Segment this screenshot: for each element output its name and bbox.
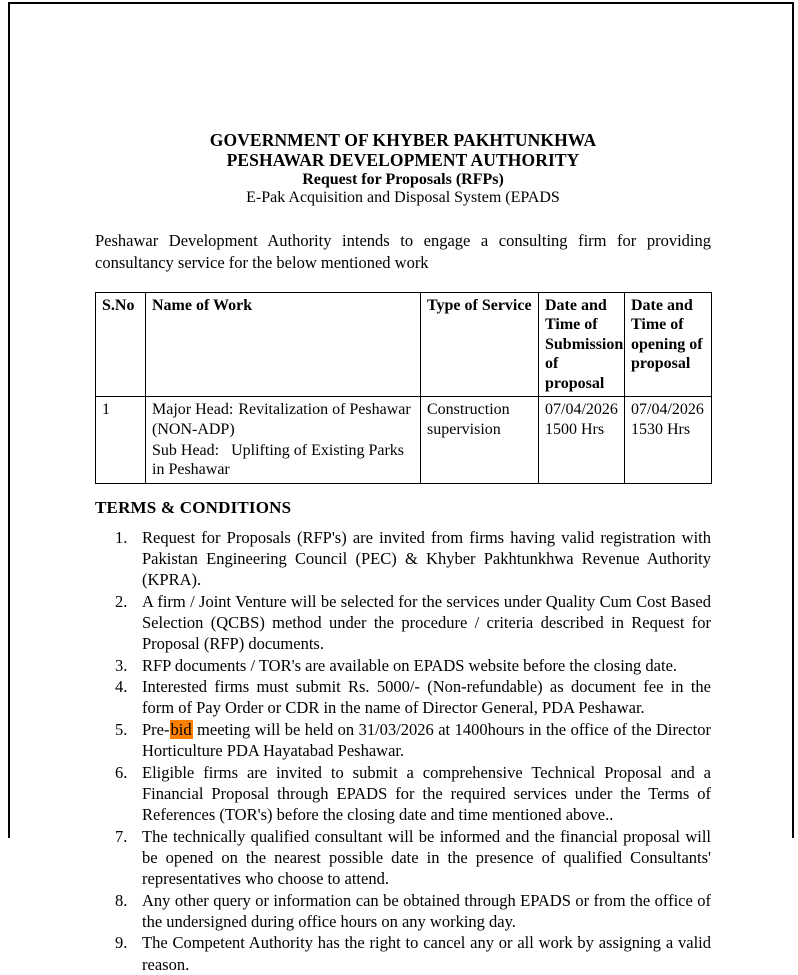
title-line-authority: PESHAWAR DEVELOPMENT AUTHORITY [226, 150, 580, 171]
terms-item-1 [95, 527, 711, 591]
work-sub-head [152, 441, 415, 480]
terms-item-6-text: Eligible firms are invited to submit a comprehensive Technical Proposal and a Financial Proposal through EPADS for the required services under the Terms of References (TOR's) before the closing date and time mentioned above.. [142, 762, 711, 825]
terms-item-6 [95, 762, 711, 826]
terms-item-8 [95, 890, 711, 933]
works-table-wrapper [95, 292, 711, 484]
title-line-government: GOVERNMENT OF KHYBER PAKHTUNKHWA [209, 130, 597, 150]
opening-time: 1530 Hrs [631, 421, 691, 438]
opening-date: 07/04/2026 [631, 401, 704, 419]
table-header-type: Type of Service [421, 292, 539, 397]
submission-date: 07/04/2026 [545, 401, 618, 419]
cell-name-of-work [146, 397, 421, 483]
work-sub-head-label: Sub Head: [152, 441, 220, 459]
terms-item-2-text: A firm / Joint Venture will be selected for the services under Quality Cum Cost Based Selection (QCBS) method under the procedure / criteria described in Request for Proposal (RFP) documents. [142, 591, 711, 654]
terms-item-9-text: The Competent Authority has the right to cancel any or all work by assigning a valid reason. [142, 933, 711, 974]
work-major-head [152, 400, 415, 439]
page-border-left [8, 2, 10, 838]
terms-item-4 [95, 676, 711, 719]
submission-time: 1500 Hrs [545, 421, 605, 438]
title-line-epads: E-Pak Acquisition and Disposal System (EPADS [246, 189, 560, 207]
terms-item-2 [95, 591, 711, 655]
title-line-rfp: Request for Proposals (RFPs) [302, 170, 504, 188]
terms-item-7 [95, 826, 711, 890]
terms-item-3-text: RFP documents / TOR's are available on EPADS website before the closing date. [142, 655, 678, 675]
terms-item-9 [95, 932, 711, 975]
work-sub-head-value: Uplifting of Existing Parks in Peshawar [152, 441, 404, 479]
work-major-head-label: Major Head: [152, 401, 234, 419]
intro-paragraph: Peshawar Development Authority intends to engage a consulting firm for providing consultancy service for the below mentioned work [95, 230, 711, 272]
terms-item-4-text: Interested firms must submit Rs. 5000/- (Non-refundable) as document fee in the form of Pay Order or CDR in the name of Director General, PDA Peshawar. [142, 677, 711, 718]
terms-item-5 [95, 719, 711, 762]
terms-item-5-text [142, 719, 711, 762]
terms-item-3 [95, 655, 711, 676]
table-header-work: Name of Work [146, 292, 421, 397]
table-row [96, 397, 712, 483]
table-header-row [96, 292, 712, 397]
terms-item-1-text: Request for Proposals (RFP's) are invited from firms having valid registration with Pakistan Engineering Council (PEC) & Khyber Pakhtunkhwa Revenue Authority (KPRA). [142, 527, 711, 590]
terms-item-7-text: The technically qualified consultant will be informed and the financial proposal will be opened on the nearest possible date in the presence of qualified Consultants' representatives who choose to attend. [142, 826, 711, 889]
table-header-submission: Date and Time of Submission of proposal [539, 292, 625, 397]
document-header [95, 0, 711, 208]
terms-item-5-suffix: meeting will be held on 31/03/2026 at 1400hours in the office of the Director Horticulture PDA Hayatabad Peshawar. [142, 719, 711, 761]
table-header-sno: S.No [96, 292, 146, 397]
cell-sno: 1 [96, 397, 146, 483]
cell-opening-datetime [625, 397, 712, 483]
page-border-right [792, 2, 794, 838]
document-content [95, 0, 711, 975]
terms-list [95, 527, 711, 975]
cell-type-of-service: Construction supervision [421, 397, 539, 483]
table-header-opening: Date and Time of opening of proposal [625, 292, 712, 397]
terms-item-8-text: Any other query or information can be obtained through EPADS or from the office of the undersigned during office hours on any working day. [142, 890, 711, 932]
highlighted-bid-text: bid [170, 719, 192, 739]
terms-heading: TERMS & CONDITIONS [95, 497, 292, 517]
cell-submission-datetime [539, 397, 625, 483]
works-table [95, 292, 712, 484]
work-major-head-value: Revitalization of Peshawar (NON-ADP) [152, 401, 411, 438]
terms-item-5-prefix: Pre- [142, 719, 170, 739]
